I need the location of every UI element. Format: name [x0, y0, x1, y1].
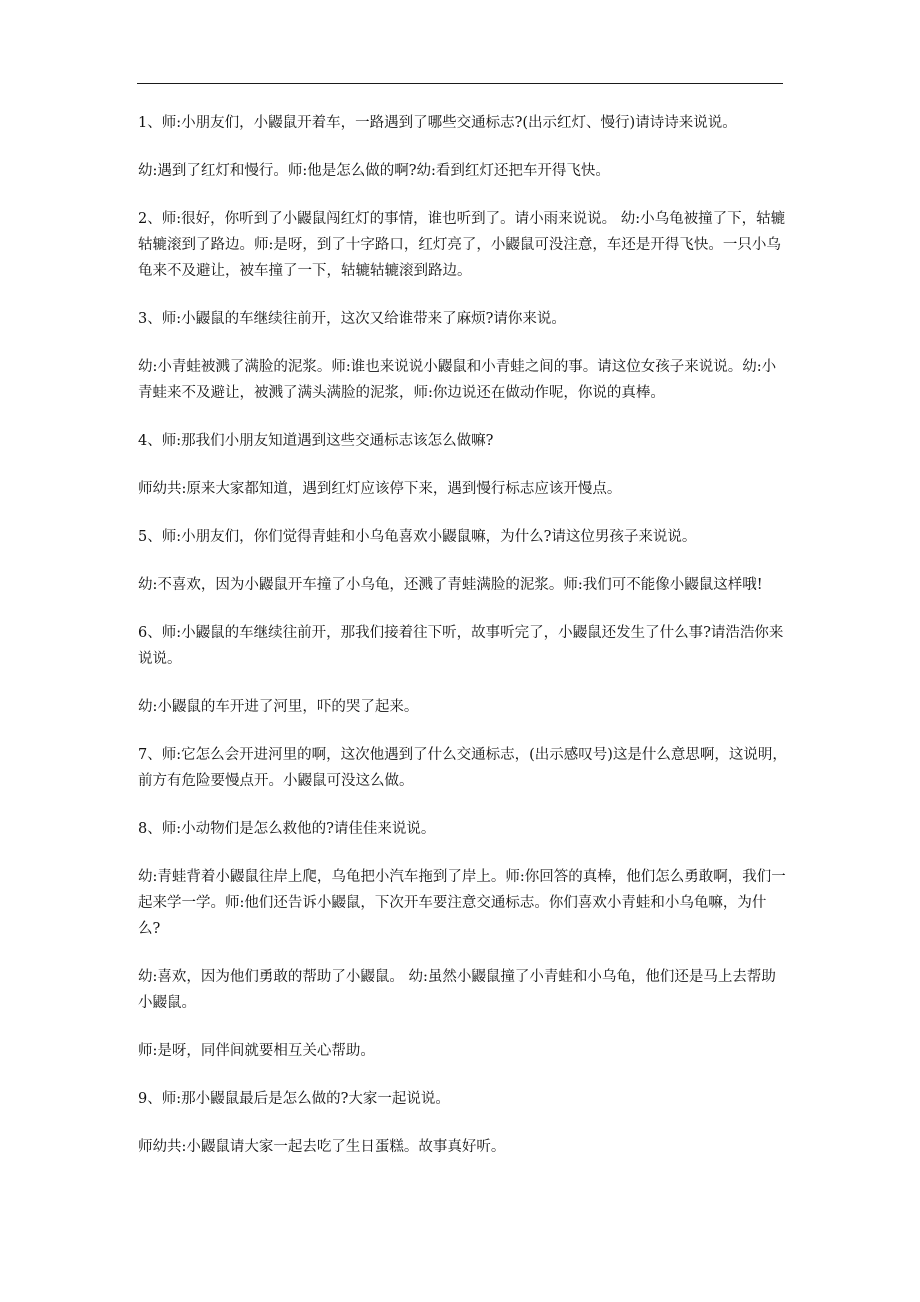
paragraph-10: 6、师:小鼹鼠的车继续往前开，那我们接着往下听，故事听完了，小鼹鼠还发生了什么事?请浩浩你来说说。: [138, 625, 784, 667]
paragraph-16: 师:是呀，同伴间就要相互关心帮助。: [138, 1043, 375, 1059]
document-body: [138, 110, 788, 1182]
paragraph-17: 9、师:那小鼹鼠最后是怎么做的?大家一起说说。: [138, 1091, 450, 1107]
paragraph-8: 5、师:小朋友们，你们觉得青蛙和小乌龟喜欢小鼹鼠嘛，为什么?请这位男孩子来说说。: [138, 529, 697, 545]
paragraph-11: 幼:小鼹鼠的车开进了河里，吓的哭了起来。: [138, 699, 419, 715]
header-rule: [137, 83, 783, 84]
paragraph-1: 1、师:小朋友们，小鼹鼠开着车，一路遇到了哪些交通标志?(出示红灯、慢行)请诗诗来说说。: [138, 115, 737, 131]
paragraph-13: 8、师:小动物们是怎么救他的?请佳佳来说说。: [138, 821, 436, 837]
paragraph-18: 师幼共:小鼹鼠请大家一起去吃了生日蛋糕。故事真好听。: [138, 1139, 506, 1155]
paragraph-9: 幼:不喜欢，因为小鼹鼠开车撞了小乌龟，还溅了青蛙满脸的泥浆。师:我们可不能像小鼹鼠这样哦!: [138, 577, 763, 593]
paragraph-6: 4、师:那我们小朋友知道遇到这些交通标志该怎么做嘛?: [138, 433, 494, 449]
paragraph-7: 师幼共:原来大家都知道，遇到红灯应该停下来，遇到慢行标志应该开慢点。: [138, 481, 622, 497]
paragraph-14: 幼:青蛙背着小鼹鼠往岸上爬，乌龟把小汽车拖到了岸上。师:你回答的真棒，他们怎么勇敢啊，我们一起来学一学。师:他们还告诉小鼹鼠，下次开车要注意交通标志。你们喜欢小青蛙和小乌龟嘛，为什么?: [138, 869, 786, 937]
paragraph-12: 7、师:它怎么会开进河里的啊，这次他遇到了什么交通标志，(出示感叹号)这是什么意思啊，这说明，前方有危险要慢点开。小鼹鼠可没这么做。: [138, 747, 787, 789]
paragraph-4: 3、师:小鼹鼠的车继续往前开，这次又给谁带来了麻烦?请你来说。: [138, 311, 566, 327]
paragraph-3: 2、师:很好，你听到了小鼹鼠闯红灯的事情，谁也听到了。请小雨来说说。 幼:小乌龟被撞了下，轱辘轱辘滚到了路边。师:是呀，到了十字路口，红灯亮了，小鼹鼠可没注意，车还是开得飞快。一只小乌龟来不及避让，被车撞了一下，轱辘轱辘滚到路边。: [138, 211, 786, 279]
paragraph-15: 幼:喜欢，因为他们勇敢的帮助了小鼹鼠。 幼:虽然小鼹鼠撞了小青蛙和小乌龟，他们还是马上去帮助小鼹鼠。: [138, 969, 776, 1011]
paragraph-2: 幼:遇到了红灯和慢行。师:他是怎么做的啊?幼:看到红灯还把车开得飞快。: [138, 163, 610, 179]
paragraph-5: 幼:小青蛙被溅了满脸的泥浆。师:谁也来说说小鼹鼠和小青蛙之间的事。请这位女孩子来说说。幼:小青蛙来不及避让，被溅了满头满脸的泥浆，师:你边说还在做动作呢，你说的真棒。: [138, 359, 777, 401]
